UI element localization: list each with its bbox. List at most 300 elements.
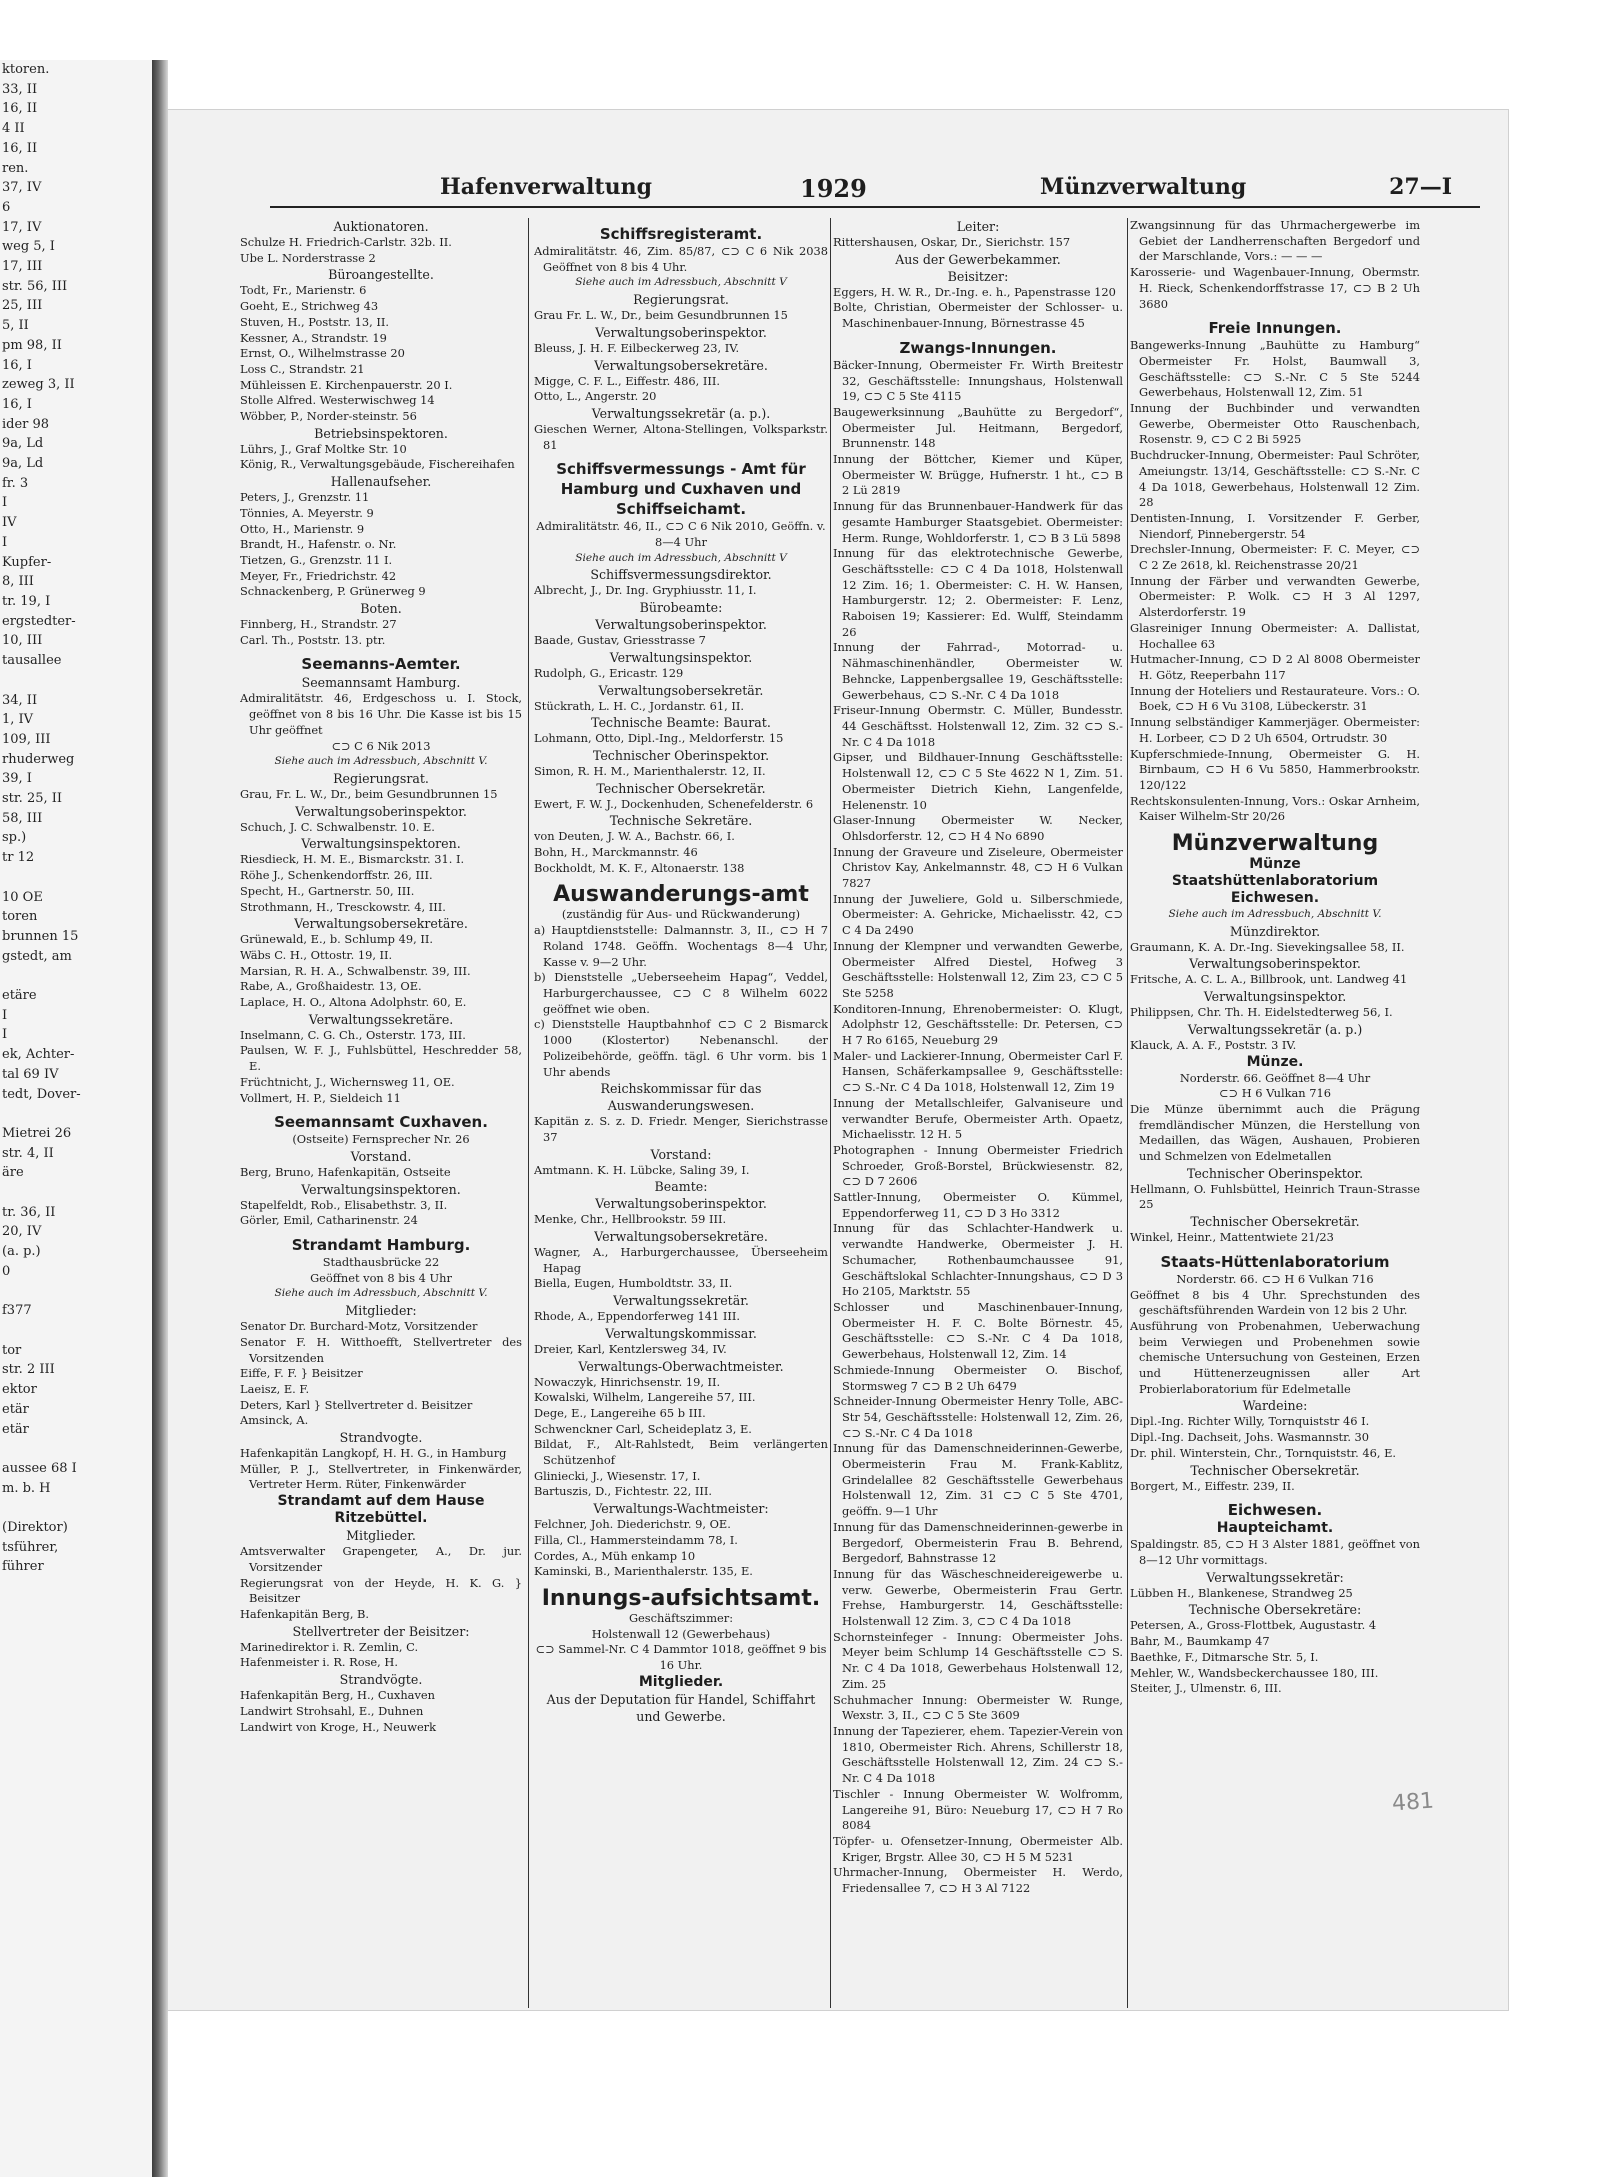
margin-fragment: str. 4, II bbox=[2, 1145, 54, 1161]
margin-fragment: (a. p.) bbox=[2, 1244, 41, 1260]
margin-fragment: tor bbox=[2, 1342, 22, 1358]
entry-line: Gipser, und Bildhauer-Innung Geschäftsstelle: Holstenwall 12, ⊂⊃ C 5 Ste 4622 N 1, Zim. 51. Obermeister Dietrich Kiehn, Langenfelde, Helenenstr. 10 bbox=[833, 750, 1123, 812]
entry-line: Spaldingstr. 85, ⊂⊃ H 3 Alster 1881, geöffnet von 8—12 Uhr vormittags. bbox=[1130, 1537, 1420, 1567]
entry-line: Amtmann. K. H. Lübcke, Saling 39, I. bbox=[534, 1162, 750, 1177]
margin-fragment: str. 25, II bbox=[2, 791, 63, 807]
entry-line: Innung der Tapezierer, ehem. Tapezier-Verein von 1810, Obermeister Rich. Ahrens, Schillerstr 18, Geschäftsstelle Holstenwall 12, Zim. 24 ⊂⊃ S.-Nr. C 4 Da 1018 bbox=[833, 1723, 1123, 1786]
centered-line: ⊂⊃ H 6 Vulkan 716 bbox=[1219, 1086, 1331, 1101]
section-heading: Verwaltungsinspektoren. bbox=[301, 836, 461, 852]
margin-fragment: 16, I bbox=[2, 396, 32, 412]
margin-fragment bbox=[0, 1439, 152, 1459]
section-heading: Auktionatoren. bbox=[333, 219, 429, 234]
header-left-title: Hafenverwaltung bbox=[440, 174, 652, 200]
entry-line: Dege, E., Langereihe 65 b III. bbox=[534, 1405, 706, 1420]
margin-fragment: ider 98 bbox=[2, 416, 50, 432]
entry-line: Amtsverwalter Grapengeter, A., Dr. jur. Vorsitzender bbox=[240, 1544, 522, 1574]
margin-fragment: 37, IV bbox=[2, 180, 42, 196]
entry-line: Felchner, Joh. Diederichstr. 9, OE. bbox=[534, 1517, 731, 1532]
entry-line: Kowalski, Wilhelm, Langereihe 57, III. bbox=[534, 1390, 756, 1405]
entry-line: Maler- und Lackierer-Innung, Obermeister Carl F. Hansen, Schäferkampsallee 9, Geschäftsstelle: ⊂⊃ S.-Nr. C 4 Da 1018, Holstenwall 12, Zim 19 bbox=[833, 1048, 1123, 1095]
section-heading: Verwaltungsobersekretäre. bbox=[594, 357, 768, 373]
centered-line: (zuständig für Aus- und Rückwanderung) bbox=[561, 907, 801, 922]
entry-line: Carl. Th., Poststr. 13. ptr. bbox=[240, 632, 386, 647]
entry-line: Photographen - Innung Obermeister Friedrich Schroeder, Groß-Borstel, Brückwiesenstr. 82, ⊂⊃ D 7 2606 bbox=[833, 1142, 1123, 1189]
section-heading: Verwaltungsoberinspektor. bbox=[595, 324, 767, 340]
entry-line: Stolle Alfred. Westerwischweg 14 bbox=[240, 393, 435, 408]
entry-line: Innung der Metallschleifer, Galvaniseure und verwandter Berufe, Obermeister Arth. Opaetz, Michaelisstr. 12 H. 5 bbox=[833, 1095, 1123, 1142]
major-title: Münzverwaltung bbox=[1171, 831, 1379, 857]
margin-fragment bbox=[0, 1498, 152, 1518]
cross-reference-note: Siehe auch im Adressbuch, Abschnitt V bbox=[575, 551, 787, 564]
entry-line: Riesdieck, H. M. E., Bismarckstr. 31. I. bbox=[240, 852, 465, 867]
entry-line: Kapitän z. S. z. D. Friedr. Menger, Sierichstrasse 37 bbox=[534, 1114, 828, 1144]
margin-fragment: fr. 3 bbox=[2, 475, 29, 491]
section-heading: Verwaltungsoberinspektor. bbox=[595, 617, 767, 633]
cross-reference-note: Siehe auch im Adressbuch, Abschnitt V. bbox=[274, 755, 488, 768]
cross-reference-note: Siehe auch im Adressbuch, Abschnitt V. bbox=[1168, 908, 1382, 921]
entry-line: Bohn, H., Marckmannstr. 46 bbox=[534, 845, 698, 860]
margin-fragment bbox=[0, 1104, 152, 1124]
entry-line: Baugewerksinnung „Bauhütte zu Bergedorf“, Obermeister Jul. Heitmann, Bergedorf, Brunnenstr. 148 bbox=[833, 404, 1123, 451]
entry-line: Biella, Eugen, Humboldtstr. 33, II. bbox=[534, 1276, 733, 1291]
entry-line: Berg, Bruno, Hafenkapitän, Ostseite bbox=[240, 1164, 451, 1179]
entry-line: König, R., Verwaltungsgebäude, Fischereihafen bbox=[240, 457, 515, 472]
entry-line: Gieschen Werner, Altona-Stellingen, Volksparkstr. 81 bbox=[534, 421, 828, 452]
section-title: Zwangs-Innungen. bbox=[899, 338, 1057, 357]
section-heading: Verwaltungsinspektor. bbox=[609, 649, 753, 665]
section-heading: Aus der Gewerbekammer. bbox=[895, 251, 1061, 267]
section-title: Seemannsamt Cuxhaven. bbox=[274, 1113, 488, 1132]
margin-fragment: 1, IV bbox=[2, 712, 34, 728]
header-right-title: Münzverwaltung bbox=[1040, 174, 1247, 200]
entry-line: Philippsen, Chr. Th. H. Eidelstedterweg 56, I. bbox=[1130, 1005, 1393, 1020]
entry-line: Schwenckner Carl, Scheideplatz 3, E. bbox=[534, 1421, 752, 1436]
entry-line: Innung selbständiger Kammerjäger. Obermeister: H. Lorbeer, ⊂⊃ D 2 Uh 6504, Ortrudstr. 30 bbox=[1130, 715, 1420, 745]
bold-heading: Eichwesen. bbox=[1230, 890, 1320, 907]
entry-line: Uhrmacher-Innung, Obermeister H. Werdo, Friedensallee 7, ⊂⊃ H 3 Al 7122 bbox=[833, 1865, 1123, 1896]
entry-line: Hutmacher-Innung, ⊂⊃ D 2 Al 8008 Obermeister H. Götz, Reeperbahn 117 bbox=[1130, 652, 1420, 682]
entry-line: Konditoren-Innung, Ehrenobermeister: O. Klugt, Adolphstr 12, Geschäftsstelle: Dr. Petersen, ⊂⊃ H 7 Ro 6165, Neueburg 29 bbox=[833, 1001, 1123, 1048]
margin-fragment: 10 OE bbox=[2, 889, 43, 905]
entry-line: Töpfer- u. Ofensetzer-Innung, Obermeister Alb. Kriger, Brgstr. Allee 30, ⊂⊃ H 5 M 5231 bbox=[833, 1833, 1123, 1864]
margin-fragment: ktoren. bbox=[2, 62, 50, 77]
margin-fragment: 9a, Ld bbox=[2, 436, 44, 452]
major-title: Innungs-aufsichtsamt. bbox=[541, 1585, 821, 1611]
margin-fragment: 16, II bbox=[2, 101, 38, 117]
entry-line: Bäcker-Innung, Obermeister Fr. Wirth Breitestr 32, Geschäftsstelle: Innungshaus, Holstenwall 19, ⊂⊃ C 5 Ste 4115 bbox=[833, 357, 1123, 404]
entry-line: Ube L. Norderstrasse 2 bbox=[240, 250, 376, 265]
section-heading: Betriebsinspektoren. bbox=[314, 425, 448, 441]
entry-line: Klauck, A. A. F., Poststr. 3 IV. bbox=[1130, 1037, 1297, 1052]
entry-line: Innung für das elektrotechnische Gewerbe, Geschäftsstelle: ⊂⊃ C 4 Da 1018, Holstenwall 12 Zim. 16; 1. Obermeister: C. H. W. Hansen, Hamburgerstr. 12; 2. Obermeister: F. Lenz, Raboisen 19; Kassierer: Ed. Wulff, Steindamm 26 bbox=[833, 546, 1123, 639]
entry-line: Görler, Emil, Catharinenstr. 24 bbox=[240, 1213, 418, 1228]
entry-line: Laplace, H. O., Altona Adolphstr. 60, E. bbox=[240, 995, 467, 1010]
entry-line: a) Hauptdienststelle: Dalmannstr. 3, II., ⊂⊃ H 7 Roland 1748. Geöffn. Wochentags 8—4 Uhr, Kasse v. 9—2 Uhr. bbox=[534, 923, 828, 969]
section-heading: Boten. bbox=[360, 601, 402, 617]
entry-line: Wäbs C. H., Ottostr. 19, II. bbox=[240, 947, 393, 962]
margin-fragment: (Direktor) bbox=[2, 1520, 68, 1536]
margin-fragment: 20, IV bbox=[2, 1224, 42, 1240]
entry-line: Schneider-Innung Obermeister Henry Tolle, ABC-Str 54, Geschäftsstelle: Holstenwall 12, Zim. 26, ⊂⊃ S.-Nr. C 4 Da 1018 bbox=[833, 1394, 1123, 1440]
entry-line: Ernst, O., Wilhelmstrasse 20 bbox=[240, 346, 405, 361]
section-title: Schiffsregisteramt. bbox=[599, 225, 763, 243]
margin-fragment: rhuderweg bbox=[2, 751, 75, 767]
bold-heading: Münze bbox=[1249, 856, 1301, 873]
entry-line: Mühleissen E. Kirchenpauerstr. 20 I. bbox=[240, 377, 453, 392]
centered-line: ⊂⊃ C 6 Nik 2013 bbox=[331, 738, 431, 753]
entry-line: Bildat, F., Alt-Rahlstedt, Beim verlängerten Schützenhof bbox=[534, 1437, 828, 1468]
entry-line: Innung für das Wäscheschneidereigewerbe u. verw. Gewerbe, Obermeisterin Frau Gertr. Frehse, Hamburgerstr. 14, Geschäftsstelle: Holstenwall 12 Zim. 3, ⊂⊃ C 4 Da 1018 bbox=[833, 1566, 1123, 1629]
entry-line: Schornsteinfeger - Innung: Obermeister Johs. Meyer beim Schlump 14 Geschäftsstelle ⊂⊃ S. Nr. C 4 Da 1018, Gewerbehaus Holstenwall 12, Zim. 25 bbox=[833, 1629, 1123, 1691]
section-heading: Verwaltungsoberinspektor. bbox=[595, 1196, 767, 1212]
entry-line: Specht, H., Gartnerstr. 50, III. bbox=[240, 883, 415, 898]
margin-fragment: 5, II bbox=[2, 318, 29, 334]
margin-fragment bbox=[0, 1321, 152, 1341]
margin-fragment: tedt, Dover- bbox=[2, 1086, 81, 1102]
margin-fragment: tr. 19, I bbox=[2, 593, 51, 609]
section-heading: Verwaltungssekretäre. bbox=[308, 1011, 454, 1027]
bold-heading: Mitglieder. bbox=[638, 1673, 724, 1690]
entry-line: Geöffnet 8 bis 4 Uhr. Sprechstunden des geschäftsführenden Wardein von 12 bis 2 Uhr. bbox=[1130, 1287, 1420, 1318]
section-title: Freie Innungen. bbox=[1208, 319, 1342, 338]
entry-line: Graumann, K. A. Dr.-Ing. Sievekingsallee 58, II. bbox=[1130, 939, 1405, 954]
section-heading: Aus der Deputation für Handel, Schiffahrt und Gewerbe. bbox=[546, 1691, 816, 1724]
entry-line: Glaser-Innung Obermeister W. Necker, Ohlsdorferstr. 12, ⊂⊃ H 4 No 6890 bbox=[833, 813, 1123, 843]
margin-fragment: 16, II bbox=[2, 140, 38, 156]
entry-line: Schnackenberg, P. Grünerweg 9 bbox=[240, 584, 426, 599]
entry-line: Filla, Cl., Hammersteindamm 78, I. bbox=[534, 1532, 738, 1547]
margin-fragment: 8, III bbox=[2, 574, 34, 590]
margin-fragment: etäre bbox=[2, 988, 37, 1004]
section-heading: Verwaltungsinspektoren. bbox=[301, 1181, 461, 1197]
section-title: Eichwesen. bbox=[1227, 1501, 1323, 1520]
entry-line: Borgert, M., Eiffestr. 239, II. bbox=[1130, 1478, 1295, 1493]
entry-line: Fritsche, A. C. L. A., Billbrook, unt. Landweg 41 bbox=[1130, 972, 1408, 987]
margin-fragment: 39, I bbox=[2, 771, 32, 787]
margin-fragment: 0 bbox=[2, 1263, 11, 1279]
entry-line: Deters, Karl } Stellvertreter d. Beisitzer bbox=[240, 1397, 473, 1412]
entry-line: Hafenkapitän Berg, H., Cuxhaven bbox=[240, 1688, 435, 1703]
entry-line: Winkel, Heinr., Mattentwiete 21/23 bbox=[1130, 1230, 1334, 1245]
entry-line: Kessner, A., Strandstr. 19 bbox=[240, 330, 387, 345]
entry-line: Innung der Klempner und verwandten Gewerbe, Obermeister Alfred Diestel, Hofweg 3 Geschäftsstelle: Holstenwall 12, Zim 23, ⊂⊃ C 5 Ste 5258 bbox=[833, 938, 1123, 1000]
entry-line: Sattler-Innung, Obermeister O. Kümmel, Eppendorferweg 11, ⊂⊃ D 3 Ho 3312 bbox=[833, 1190, 1123, 1220]
entry-line: Müller, P. J., Stellvertreter, in Finkenwärder, Vertreter Herm. Rüter, Finkenwärder bbox=[240, 1461, 522, 1492]
section-heading: Mitglieder. bbox=[346, 1528, 416, 1544]
section-heading: Technischer Oberinspektor. bbox=[1186, 1165, 1364, 1181]
section-heading: Büroangestellte. bbox=[328, 267, 434, 283]
section-title: Schiffsvermessungs - Amt für Hamburg und Cuxhaven und Schiffseichamt. bbox=[556, 460, 806, 519]
section-heading: Beisitzer: bbox=[947, 268, 1009, 284]
margin-fragment: 9a, Ld bbox=[2, 456, 44, 472]
margin-fragment: ren. bbox=[2, 160, 29, 176]
margin-fragment bbox=[0, 966, 152, 986]
entry-line: Baethke, F., Ditmarsche Str. 5, I. bbox=[1130, 1649, 1319, 1664]
margin-fragment: I bbox=[2, 1027, 8, 1043]
section-heading: Beamte: bbox=[654, 1179, 708, 1195]
section-title: Seemanns-Aemter. bbox=[301, 655, 461, 674]
entry-line: Innung der Hoteliers und Restaurateure. Vors.: O. Boek, ⊂⊃ H 6 Vu 3108, Lübeckerstr. 31 bbox=[1130, 683, 1420, 714]
bold-heading: Haupteichamt. bbox=[1216, 1520, 1334, 1537]
entry-line: Innung für das Brunnenbauer-Handwerk für das gesamte Hamburger Staatsgebiet. Obermeister: Herm. Runge, Wohldorferstr. 1, ⊂⊃ B 3 Lü 5898 bbox=[833, 499, 1123, 545]
entry-line: Petersen, A., Gross-Flottbek, Augustastr. 4 bbox=[1130, 1618, 1377, 1633]
section-heading: Vorstand: bbox=[650, 1146, 712, 1162]
entry-line: Admiralitätstr. 46, Erdgeschoss u. I. Stock, geöffnet von 8 bis 16 Uhr. Die Kasse ist bis 15 Uhr geöffnet bbox=[240, 691, 522, 737]
column-1 bbox=[240, 218, 522, 2018]
entry-line: Ewert, F. W. J., Dockenhuden, Schenefelderstr. 6 bbox=[534, 796, 814, 811]
entry-line: Paulsen, W. F. J., Fuhlsbüttel, Heschredder 58, E. bbox=[240, 1043, 522, 1074]
entry-line: Todt, Fr., Marienstr. 6 bbox=[240, 283, 367, 298]
margin-fragment: sp.) bbox=[2, 830, 27, 846]
entry-line: Lohmann, Otto, Dipl.-Ing., Meldorferstr. 15 bbox=[534, 731, 784, 746]
bold-heading: Münze. bbox=[1246, 1053, 1304, 1070]
centered-line: (Ostseite) Fernsprecher Nr. 26 bbox=[292, 1132, 470, 1147]
section-heading: Verwaltungskommissar. bbox=[605, 1325, 757, 1341]
entry-line: Die Münze übernimmt auch die Prägung fremdländischer Münzen, die Herstellung von Medaillen, das Wägen, Aushauen, Probieren und Schmelzen von Edelmetallen bbox=[1130, 1101, 1420, 1164]
entry-line: Eggers, H. W. R., Dr.-Ing. e. h., Papenstrasse 120 bbox=[833, 284, 1116, 299]
section-heading: Technische Obersekretäre: bbox=[1188, 1602, 1362, 1618]
margin-fragment bbox=[0, 671, 152, 691]
entry-line: Simon, R. H. M., Marienthalerstr. 12, II. bbox=[534, 763, 766, 778]
margin-fragment: 33, II bbox=[2, 81, 38, 97]
section-heading: Strandvögte. bbox=[339, 1672, 423, 1688]
margin-fragment: 6 bbox=[2, 199, 11, 215]
section-heading: Technischer Oberinspektor. bbox=[592, 747, 770, 763]
entry-line: b) Dienststelle „Ueberseeheim Hapag“, Veddel, Harburgerchaussee, ⊂⊃ C 8 Wilhelm 6022 geöffnet wie oben. bbox=[534, 970, 828, 1016]
entry-line: Marsian, R. H. A., Schwalbenstr. 39, III. bbox=[240, 963, 471, 978]
entry-line: Bleuss, J. H. F. Eilbeckerweg 23, IV. bbox=[534, 340, 740, 355]
entry-line: Lübben H., Blankenese, Strandweg 25 bbox=[1130, 1585, 1353, 1600]
entry-line: Senator Dr. Burchard-Motz, Vorsitzender bbox=[240, 1319, 478, 1334]
section-heading: Regierungsrat. bbox=[333, 770, 429, 786]
entry-line: Drechsler-Innung, Obermeister: F. C. Meyer, ⊂⊃ C 2 Ze 2618, kl. Reichenstrasse 20/21 bbox=[1130, 542, 1420, 573]
centered-line: Norderstr. 66. ⊂⊃ H 6 Vulkan 716 bbox=[1176, 1271, 1374, 1286]
entry-line: Früchtnicht, J., Wichernsweg 11, OE. bbox=[240, 1074, 455, 1089]
column-divider bbox=[1127, 218, 1128, 2008]
margin-fragment bbox=[0, 868, 152, 888]
entry-line: Finnberg, H., Strandstr. 27 bbox=[240, 617, 397, 632]
entry-line: Dentisten-Innung, I. Vorsitzender F. Gerber, Niendorf, Pinnebergerstr. 54 bbox=[1130, 510, 1420, 541]
entry-line: Schmiede-Innung Obermeister O. Bischof, Stormsweg 7 ⊂⊃ B 2 Uh 6479 bbox=[833, 1362, 1123, 1393]
section-title: Strandamt Hamburg. bbox=[291, 1236, 471, 1255]
margin-fragment: zeweg 3, II bbox=[2, 377, 75, 393]
margin-fragment: äre bbox=[2, 1165, 24, 1181]
column-divider bbox=[528, 218, 529, 2008]
entry-line: Menke, Chr., Hellbrookstr. 59 III. bbox=[534, 1212, 727, 1227]
margin-fragment: 109, III bbox=[2, 731, 51, 747]
entry-line: Laeisz, E. F. bbox=[240, 1381, 310, 1396]
entry-line: Admiralitätstr. 46, Zim. 85/87, ⊂⊃ C 6 Nik 2038 Geöffnet von 8 bis 4 Uhr. bbox=[534, 244, 828, 274]
margin-fragment: tr. 36, II bbox=[2, 1204, 56, 1220]
entry-line: Kaminski, B., Marienthalerstr. 135, E. bbox=[534, 1564, 753, 1579]
entry-line: Strothmann, H., Tresckowstr. 4, III. bbox=[240, 899, 446, 914]
centered-line: Holstenwall 12 (Gewerbehaus) bbox=[591, 1626, 771, 1641]
entry-line: Nowaczyk, Hinrichsenstr. 19, II. bbox=[534, 1374, 721, 1389]
entry-line: Innung für das Damenschneiderinnen-Gewerbe, Obermeisterin Frau M. Frank-Kablitz, Grindelallee 82 Geschäftsstelle Gewerbehaus Holstenwall 12, Zim. 31 ⊂⊃ C 5 Ste 4701, geöffn. 9—1 Uhr bbox=[833, 1441, 1123, 1519]
margin-fragment: aussee 68 I bbox=[2, 1460, 77, 1476]
page-header bbox=[270, 170, 1480, 208]
entry-line: Zwangsinnung für das Uhrmachergewerbe im Gebiet der Landherrenschaften Bergedorf und der Marschlande, Vors.: — — — bbox=[1130, 218, 1420, 264]
entry-line: Dreier, Karl, Kentzlersweg 34, IV. bbox=[534, 1341, 727, 1356]
margin-fragment: Mietrei 26 bbox=[2, 1125, 72, 1141]
section-heading: Reichskommissar für das Auswanderungswesen. bbox=[600, 1081, 762, 1114]
entry-line: Cordes, A., Müh enkamp 10 bbox=[534, 1548, 696, 1563]
entry-line: Rhode, A., Eppendorferweg 141 III. bbox=[534, 1309, 740, 1324]
major-title: Auswanderungs-amt bbox=[553, 882, 809, 908]
column-2 bbox=[534, 218, 828, 2018]
entry-line: Friseur-Innung Obermstr. C. Müller, Bundesstr. 44 Geschäftsst. Holstenwall 12, Zim. 32 ⊂⊃ S.-Nr. C 4 Da 1018 bbox=[833, 703, 1123, 749]
entry-line: Hafenkapitän Berg, B. bbox=[240, 1607, 370, 1621]
entry-line: Karosserie- und Wagenbauer-Innung, Obermstr. H. Rieck, Schenkendorffstrasse 17, ⊂⊃ B 2 Uh 3680 bbox=[1130, 265, 1420, 311]
entry-line: Stückrath, L. H. C., Jordanstr. 61, II. bbox=[534, 698, 745, 713]
section-heading: Verwaltungssekretär (a. p.) bbox=[1187, 1021, 1363, 1037]
margin-fragment: 17, III bbox=[2, 259, 43, 275]
entry-line: Baade, Gustav, Griesstrasse 7 bbox=[534, 633, 706, 648]
margin-fragment: IV bbox=[2, 515, 17, 531]
margin-fragment: weg 5, I bbox=[2, 239, 55, 255]
entry-line: Brandt, H., Hafenstr. o. Nr. bbox=[240, 537, 397, 552]
entry-line: Landwirt Strohsahl, E., Duhnen bbox=[240, 1703, 424, 1718]
entry-line: Stuven, H., Poststr. 13, II. bbox=[240, 314, 389, 329]
entry-line: Stapelfeldt, Rob., Elisabethstr. 3, II. bbox=[240, 1197, 448, 1212]
section-heading: Verwaltungssekretär (a. p.). bbox=[591, 405, 771, 421]
entry-line: Vollmert, H. P., Sieldeich 11 bbox=[240, 1090, 401, 1105]
entry-line: Dipl.-Ing. Richter Willy, Tornquiststr 46 I. bbox=[1130, 1414, 1370, 1429]
margin-fragment bbox=[0, 1183, 152, 1203]
margin-fragment: 4 II bbox=[2, 121, 25, 137]
entry-line: Buchdrucker-Innung, Obermeister: Paul Schröter, Ameiungstr. 13/14, Geschäftsstelle: ⊂⊃ S.-Nr. C 4 Da 1018, Gewerbehaus, Holstenwall 12 Zim. 28 bbox=[1130, 448, 1420, 510]
archive-stamp: 481 bbox=[1391, 1788, 1435, 1817]
entry-line: Wagner, A., Harburgerchaussee, Überseeheim Hapag bbox=[534, 1245, 828, 1275]
section-heading: Stellvertreter der Beisitzer: bbox=[292, 1623, 470, 1639]
entry-line: Tietzen, G., Grenzstr. 11 I. bbox=[240, 552, 393, 567]
centered-line: ⊂⊃ Sammel-Nr. C 4 Dammtor 1018, geöffnet 9 bis 16 Uhr. bbox=[535, 1642, 827, 1673]
margin-fragment bbox=[0, 1282, 152, 1302]
entry-line: Schuch, J. C. Schwalbenstr. 10. E. bbox=[240, 819, 435, 834]
section-heading: Verwaltungssekretär. bbox=[613, 1293, 749, 1309]
section-heading: Strandvogte. bbox=[339, 1430, 423, 1446]
entry-line: Innung der Juweliere, Gold u. Silberschmiede, Obermeister: A. Gehricke, Michaelisstr. 42, ⊂⊃ C 4 Da 2490 bbox=[833, 891, 1123, 938]
entry-line: Otto, L., Angerstr. 20 bbox=[534, 389, 657, 404]
section-heading: Technischer Obersekretär. bbox=[1190, 1462, 1360, 1478]
entry-line: Schuhmacher Innung: Obermeister W. Runge, Wexstr. 3, II., ⊂⊃ C 5 Ste 3609 bbox=[833, 1692, 1123, 1723]
margin-fragment: tr 12 bbox=[2, 850, 35, 866]
section-heading: Technische Sekretäre. bbox=[609, 813, 753, 829]
section-heading: Münzdirektor. bbox=[1229, 923, 1321, 939]
entry-line: Marinedirektor i. R. Zemlin, C. bbox=[240, 1639, 419, 1654]
entry-line: Amsinck, A. bbox=[240, 1413, 309, 1428]
bold-heading: Staatshüttenlaboratorium bbox=[1171, 873, 1379, 890]
entry-line: Bahr, M., Baumkamp 47 bbox=[1130, 1634, 1270, 1649]
section-heading: Bürobeamte: bbox=[639, 600, 723, 616]
entry-line: Rudolph, G., Ericastr. 129 bbox=[534, 665, 684, 680]
entry-line: Peters, J., Grenzstr. 11 bbox=[240, 490, 370, 505]
section-heading: Verwaltungsinspektor. bbox=[1203, 989, 1347, 1005]
entry-line: Inselmann, C. G. Ch., Osterstr. 173, III. bbox=[240, 1027, 466, 1042]
margin-fragment: toren bbox=[2, 909, 38, 925]
entry-line: Eiffe, F. F. } Beisitzer bbox=[240, 1366, 363, 1381]
entry-line: Bolte, Christian, Obermeister der Schlosser- u. Maschinenbauer-Innung, Börnestrasse 45 bbox=[833, 300, 1123, 331]
entry-line: Senator F. H. Witthoefft, Stellvertreter des Vorsitzenden bbox=[240, 1334, 522, 1365]
entry-line: Röhe J., Schenkendorffstr. 26, III. bbox=[240, 868, 433, 883]
entry-line: Glasreiniger Innung Obermeister: A. Dallistat, Hochallee 63 bbox=[1130, 620, 1420, 651]
entry-line: Wöbber, P., Norder-steinstr. 56 bbox=[240, 409, 417, 424]
entry-line: Innung der Fahrrad-, Motorrad- u. Nähmaschinenhändler, Obermeister W. Behncke, Lappenbergsallee 19, Geschäftsstelle: Gewerbehaus, ⊂⊃ S.-Nr. C 4 Da 1018 bbox=[833, 640, 1123, 702]
section-heading: Verwaltungs-Oberwachtmeister. bbox=[578, 1358, 784, 1374]
section-heading: Verwaltungsobersekretär. bbox=[598, 682, 764, 698]
margin-fragment: 10, III bbox=[2, 633, 43, 649]
entry-line: Loss C., Strandstr. 21 bbox=[240, 361, 365, 376]
margin-fragment: ek, Achter- bbox=[2, 1047, 75, 1063]
entry-line: Grau Fr. L. W., Dr., beim Gesundbrunnen 15 bbox=[534, 308, 788, 323]
margin-fragment: 16, I bbox=[2, 357, 32, 373]
section-heading: Seemannsamt Hamburg. bbox=[301, 675, 461, 691]
margin-fragment: 25, III bbox=[2, 298, 43, 314]
section-heading: Technischer Obersekretär. bbox=[1190, 1214, 1360, 1230]
section-heading: Wardeine: bbox=[1242, 1398, 1308, 1414]
column-4 bbox=[1130, 218, 1420, 2018]
margin-fragment: führer bbox=[2, 1559, 44, 1575]
margin-fragment: Kupfer- bbox=[2, 554, 52, 570]
entry-line: Innung der Buchbinder und verwandten Gewerbe, Obermeister Otto Rauschenbach, Rosenstr. 9, ⊂⊃ C 2 Bi 5925 bbox=[1130, 401, 1420, 447]
margin-fragment: tausallee bbox=[2, 653, 62, 669]
margin-fragment: f377 bbox=[2, 1303, 32, 1319]
section-heading: Technische Beamte: Baurat. bbox=[591, 715, 771, 731]
section-heading: Schiffsvermessungsdirektor. bbox=[590, 567, 772, 583]
margin-fragment: etär bbox=[2, 1421, 29, 1437]
section-heading: Hallenaufseher. bbox=[330, 474, 432, 490]
section-heading: Verwaltungsobersekretäre. bbox=[594, 1229, 768, 1245]
entry-line: Bangewerks-Innung „Bauhütte zu Hamburg“ Obermeister Fr. Holst, Baumwall 3, Geschäftsstelle: ⊂⊃ S.-Nr. C 5 Ste 5244 Gewerbehaus, Holstenwall 12, Zim. 51 bbox=[1130, 338, 1420, 400]
bold-heading: Strandamt auf dem Hause Ritzebüttel. bbox=[277, 1493, 485, 1527]
section-heading: Technischer Obersekretär. bbox=[596, 780, 766, 796]
entry-line: Gliniecki, J., Wiesenstr. 17, I. bbox=[534, 1468, 701, 1483]
section-heading: Verwaltungs-Wachtmeister: bbox=[593, 1501, 769, 1517]
margin-fragment: ektor bbox=[2, 1382, 37, 1398]
entry-line: Otto, H., Marienstr. 9 bbox=[240, 521, 365, 536]
entry-line: Dipl.-Ing. Dachseit, Johs. Wasmannstr. 30 bbox=[1130, 1430, 1370, 1445]
margin-fragment: brunnen 15 bbox=[2, 928, 79, 944]
book-gutter bbox=[152, 60, 168, 2177]
section-heading: Vorstand. bbox=[350, 1148, 412, 1164]
entry-line: Rittershausen, Oskar, Dr., Sierichstr. 157 bbox=[833, 235, 1071, 249]
centered-line: Stadthausbrücke 22 bbox=[322, 1255, 440, 1270]
entry-line: Migge, C. F. L., Eiffestr. 486, III. bbox=[534, 373, 720, 388]
entry-line: Hellmann, O. Fuhlsbüttel, Heinrich Traun-Strasse 25 bbox=[1130, 1181, 1420, 1212]
entry-line: Innung für das Schlachter-Handwerk u. verwandte Handwerke, Obermeister J. H. Schumacher, Rothenbaumchaussee 91, Geschäftslokal Schlachter-Innungshaus, ⊂⊃ D 3 Ho 2105, Marktstr. 55 bbox=[833, 1221, 1123, 1299]
margin-fragment: m. b. H bbox=[2, 1480, 51, 1496]
entry-line: Innung der Graveure und Ziseleure, Obermeister Christov Kay, Ankelmannstr. 48, ⊂⊃ H 6 Vulkan 7827 bbox=[833, 844, 1123, 891]
header-year: 1929 bbox=[800, 174, 867, 203]
section-heading: Verwaltungsobersekretäre. bbox=[294, 916, 468, 932]
cross-reference-note: Siehe auch im Adressbuch, Abschnitt V bbox=[575, 276, 787, 289]
entry-line: Landwirt von Kroge, H., Neuwerk bbox=[240, 1719, 437, 1734]
entry-line: Steiter, J., Ulmenstr. 6, III. bbox=[1130, 1681, 1282, 1696]
margin-fragment: str. 56, III bbox=[2, 278, 68, 294]
column-divider bbox=[830, 218, 831, 2008]
column-3 bbox=[833, 218, 1123, 2018]
entry-line: Kupferschmiede-Innung, Obermeister G. H. Birnbaum, ⊂⊃ H 6 Vu 5850, Hammerbrookstr. 120/122 bbox=[1130, 746, 1420, 792]
cross-reference-note: Siehe auch im Adressbuch, Abschnitt V. bbox=[274, 1287, 488, 1300]
section-heading: Verwaltungsoberinspektor. bbox=[295, 803, 467, 819]
entry-line: Innung der Färber und verwandten Gewerbe, Obermeister: P. Wolk. ⊂⊃ H 3 Al 1297, Alsterdorferstr. 19 bbox=[1130, 573, 1420, 620]
entry-line: Bockholdt, M. K. F., Altonaerstr. 138 bbox=[534, 860, 745, 875]
margin-fragment: tsführer, bbox=[2, 1539, 59, 1555]
centered-line: Admiralitätstr. 46, II., ⊂⊃ C 6 Nik 2010, Geöffn. v. 8—4 Uhr bbox=[536, 519, 826, 550]
section-heading: Mitglieder: bbox=[345, 1303, 417, 1319]
section-title: Staats-Hüttenlaboratorium bbox=[1160, 1252, 1390, 1271]
margin-fragment: I bbox=[2, 534, 8, 550]
